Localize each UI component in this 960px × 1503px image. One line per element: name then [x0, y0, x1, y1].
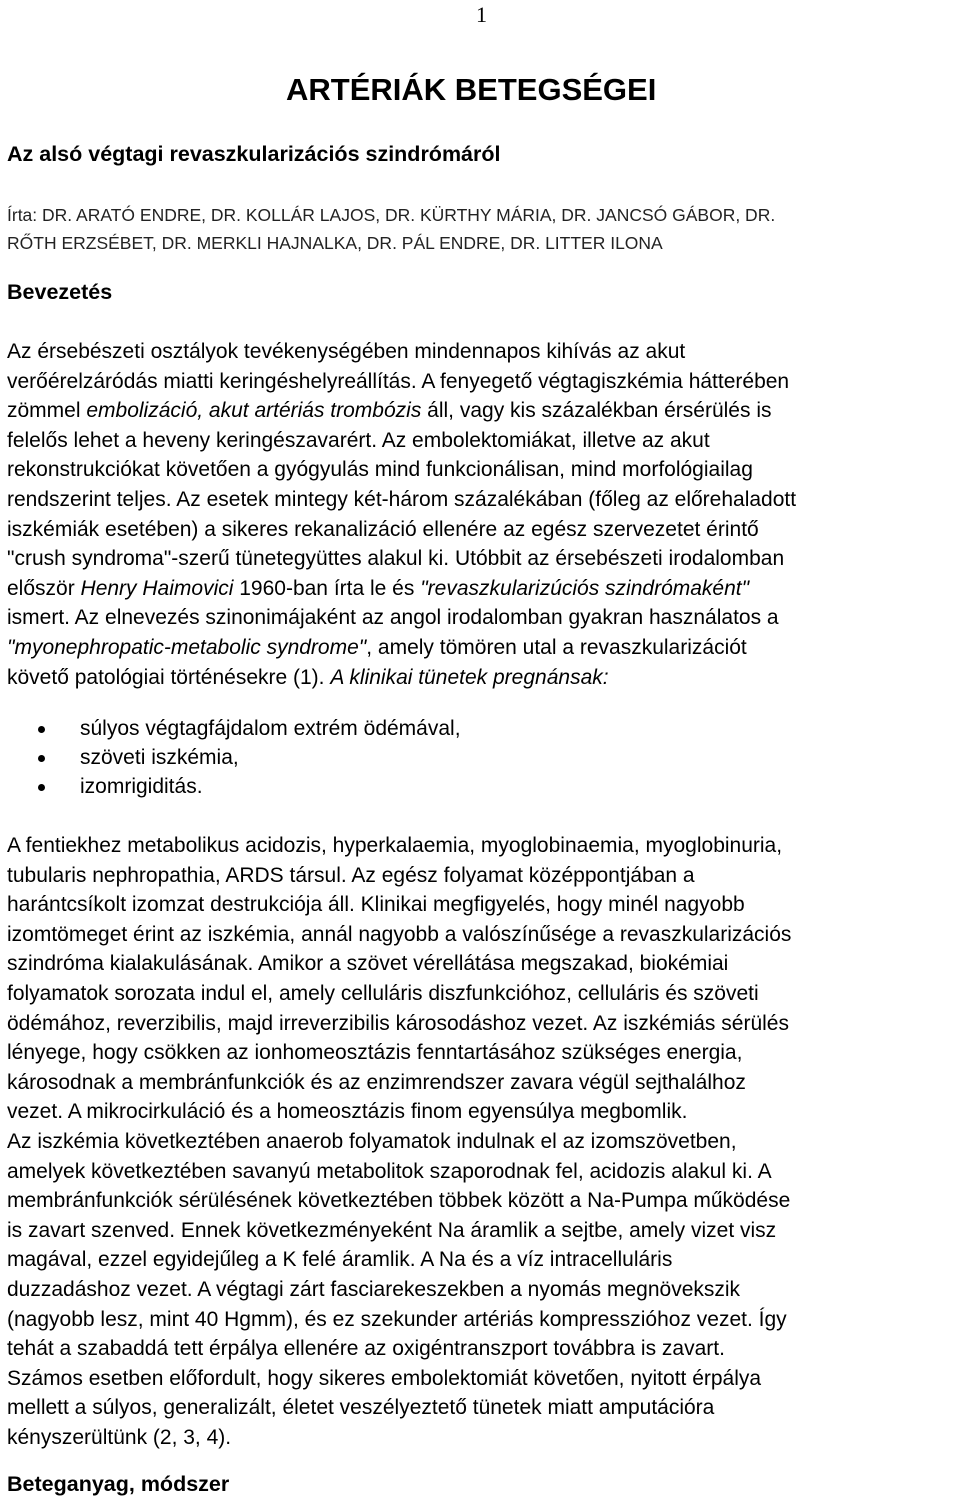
italic-term: "revaszkularizúciós szindrómaként": [420, 576, 750, 600]
list-item: szöveti iszkémia,: [0, 743, 461, 772]
text-line: először Henry Haimovici 1960-ban írta le és "revaszkularizúciós szindrómaként": [7, 576, 750, 600]
intro-paragraph: [7, 337, 957, 692]
text-line: tehát a szabaddá tett érpálya ellenére az oxigéntranszport továbbra is zavart.: [7, 1337, 725, 1361]
text-line: duzzadáshoz vezet. A végtagi zárt fasciarekeszekben a nyomás megnövekszik: [7, 1277, 741, 1301]
text-line: kényszerültünk (2, 3, 4).: [7, 1425, 232, 1449]
text-line: (nagyobb lesz, mint 40 Hgmm), és ez szekunder artériás kompresszióhoz vezet. Így: [7, 1307, 787, 1331]
text-line: folyamatok sorozata indul el, amely celluláris diszfunkcióhoz, celluláris és szöveti: [7, 981, 759, 1005]
text-line: Számos esetben előfordult, hogy sikeres embolektomiát követően, nyitott érpálya: [7, 1366, 762, 1390]
text-line: ödémához, reverzibilis, majd irreverzibilis károsodáshoz vezet. Az iszkémiás sérülés: [7, 1011, 789, 1035]
body-paragraph: [7, 831, 957, 1452]
document-subtitle: Az alsó végtagi revaszkularizációs szindrómáról: [7, 142, 501, 166]
text-line: károsodnak a membránfunkciók és az enzimrendszer zavara végül sejthalálhoz: [7, 1070, 746, 1094]
text-line: A fentiekhez metabolikus acidozis, hyperkalaemia, myoglobinaemia, myoglobinuria,: [7, 834, 783, 857]
text-line: zömmel embolizáció, akut artériás trombózis áll, vagy kis százalékban érsérülés is: [7, 399, 772, 423]
authors-line-1: Írta: DR. ARATÓ ENDRE, DR. KOLLÁR LAJOS, DR. KÜRTHY MÁRIA, DR. JANCSÓ GÁBOR, DR.: [7, 205, 776, 225]
text-line: magával, ezzel egyidejűleg a K felé áramlik. A Na és a víz intracelluláris: [7, 1248, 673, 1272]
text-line: iszkémiák esetében) a sikeres rekanalizáció ellenére az egész szervezetet érintő: [7, 517, 759, 541]
text-line: izomtömeget érint az iszkémia, annál nagyobb a valószínűsége a revaszkularizációs: [7, 922, 792, 946]
text-line: ismert. Az elnevezés szinonimájaként az angol irodalomban gyakran használatos a: [7, 606, 779, 630]
italic-term: "myonephropatic-metabolic syndrome": [7, 635, 367, 659]
symptom-list: [0, 714, 461, 801]
authors-line-2: RŐTH ERZSÉBET, DR. MERKLI HAJNALKA, DR. PÁL ENDRE, DR. LITTER ILONA: [7, 233, 663, 253]
text-line: felelős lehet a heveny keringészavarért. Az embolektomiákat, illetve az akut: [7, 428, 710, 452]
text-line: követő patológiai történésekre (1). A klinikai tünetek pregnánsak:: [7, 665, 609, 689]
text-line: verőérelzáródás miatti keringéshelyreállítás. A fenyegető végtagiszkémia hátterében: [7, 369, 790, 393]
italic-term: embolizáció, akut artériás trombózis: [86, 399, 422, 423]
list-item: súlyos végtagfájdalom extrém ödémával,: [0, 714, 461, 743]
text-line: harántcsíkolt izomzat destrukciója áll. Klinikai megfigyelés, hogy minél nagyobb: [7, 893, 745, 917]
text-line: Az érsebészeti osztályok tevékenységében mindennapos kihívás az akut: [7, 340, 686, 363]
text-line: Az iszkémia következtében anaerob folyamatok indulnak el az izomszövetben,: [7, 1129, 737, 1153]
bullet-icon: [38, 784, 45, 791]
text-line: vezet. A mikrocirkuláció és a homeosztázis finom egyensúlya megbomlik.: [7, 1100, 688, 1124]
list-item: izomrigiditás.: [0, 772, 461, 801]
document-title: ARTÉRIÁK BETEGSÉGEI: [286, 72, 657, 107]
text-line: tubularis nephropathia, ARDS társul. Az egész folyamat középpontjában a: [7, 863, 695, 887]
italic-author: Henry Haimovici: [80, 576, 234, 600]
text-line: is zavart szenved. Ennek következményeként Na áramlik a sejtbe, amely vizet visz: [7, 1218, 777, 1242]
text-line: rendszerint teljes. Az esetek mintegy két-három százalékában (főleg az előrehaladott: [7, 487, 797, 511]
text-line: lényege, hogy csökken az ionhomeosztázis fenntartásához szükséges energia,: [7, 1041, 743, 1065]
bullet-icon: [38, 755, 45, 762]
section-heading-methods: Beteganyag, módszer: [7, 1472, 230, 1496]
authors: [7, 201, 775, 257]
text-line: szindróma kialakulásának. Amikor a szövet vérellátása megszakad, biokémiai: [7, 952, 729, 976]
text-line: rekonstrukciókat követően a gyógyulás mind funkcionálisan, mind morfológiailag: [7, 458, 753, 482]
section-heading-intro: Bevezetés: [7, 280, 113, 304]
text-line: membránfunkciók sérülésének következtében többek között a Na-Pumpa működése: [7, 1189, 791, 1213]
page-number: 1: [476, 2, 487, 27]
bullet-icon: [38, 726, 45, 733]
text-line: mellett a súlyos, generalizált, életet veszélyeztető tünetek miatt amputációra: [7, 1396, 715, 1420]
text-line: "crush syndroma"-szerű tünetegyüttes alakul ki. Utóbbit az érsebészeti irodalomban: [7, 547, 785, 571]
italic-lead: A klinikai tünetek pregnánsak:: [330, 665, 609, 689]
text-line: "myonephropatic-metabolic syndrome", amely tömören utal a revaszkularizációt: [7, 635, 747, 659]
text-line: amelyek következtében savanyú metabolitok szaporodnak fel, acidozis alakul ki. A: [7, 1159, 772, 1183]
